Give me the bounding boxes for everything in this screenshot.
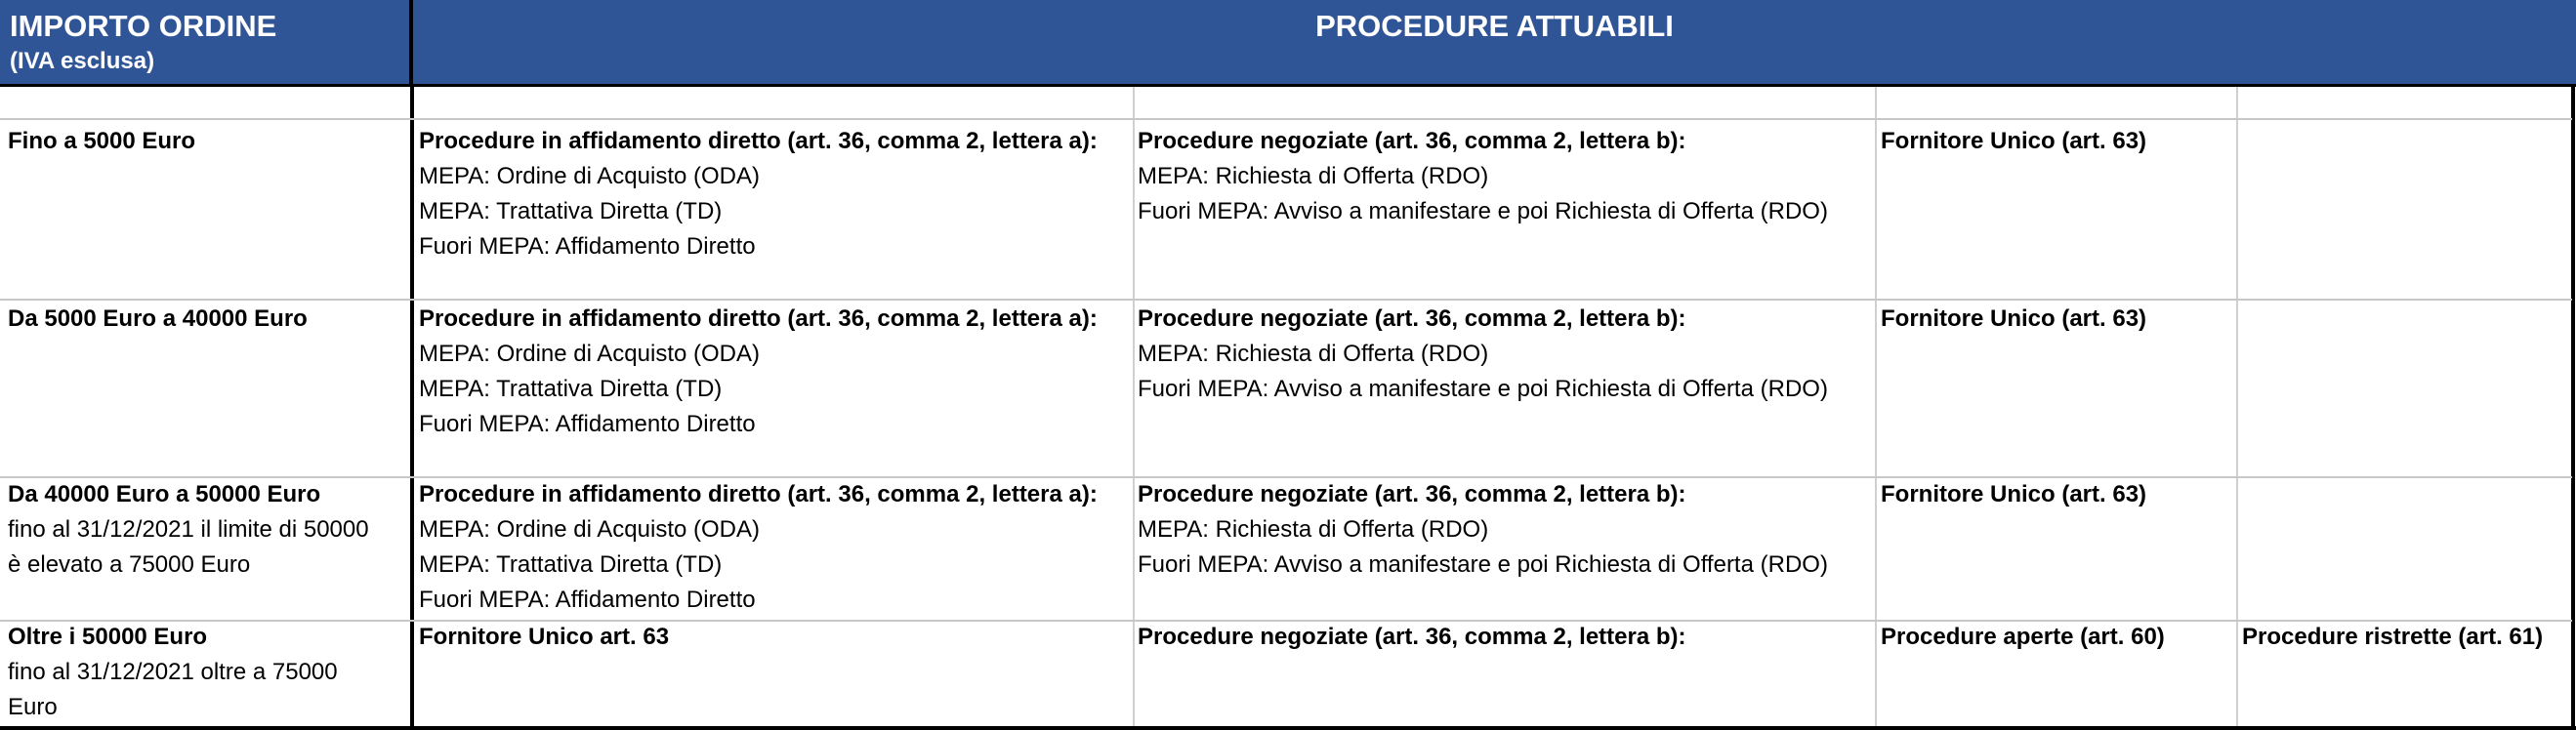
procedure-cell[interactable] bbox=[419, 124, 1132, 264]
procedure-item: Fuori MEPA: Avviso a manifestare e poi Richiesta di Offerta (RDO) bbox=[1138, 551, 1828, 578]
row-divider bbox=[0, 299, 2572, 301]
procedure-cell[interactable] bbox=[1881, 477, 2234, 512]
importo-cell[interactable] bbox=[8, 620, 408, 725]
procedure-cell[interactable] bbox=[419, 477, 1132, 618]
importo-note: fino al 31/12/2021 oltre a 75000 bbox=[8, 659, 338, 685]
procedure-cell[interactable] bbox=[1138, 124, 1873, 229]
importo-note: fino al 31/12/2021 il limite di 50000 bbox=[8, 516, 369, 543]
procedure-item: MEPA: Ordine di Acquisto (ODA) bbox=[419, 516, 761, 543]
procedure-title: Procedure in affidamento diretto (art. 36, comma 2, lettera a): bbox=[419, 481, 1098, 507]
procedure-title: Procedure aperte (art. 60) bbox=[1881, 624, 2165, 650]
column-divider bbox=[2236, 87, 2238, 726]
importo-cell[interactable] bbox=[8, 477, 408, 583]
column-divider bbox=[1875, 87, 1877, 726]
procedure-title: Procedure ristrette (art. 61) bbox=[2242, 624, 2544, 650]
procedure-cell[interactable] bbox=[1138, 302, 1873, 407]
procedure-item: Fuori MEPA: Affidamento Diretto bbox=[419, 411, 756, 437]
procedure-item: MEPA: Richiesta di Offerta (RDO) bbox=[1138, 163, 1489, 189]
procedure-cell[interactable] bbox=[1138, 477, 1873, 583]
importo-note: Euro bbox=[8, 694, 58, 720]
procedure-item: MEPA: Trattativa Diretta (TD) bbox=[419, 376, 723, 402]
header-procedure-attuabili[interactable] bbox=[413, 0, 2576, 84]
procedure-cell[interactable] bbox=[419, 302, 1132, 442]
procedure-cell[interactable] bbox=[1881, 124, 2234, 159]
procedure-cell[interactable] bbox=[1881, 302, 2234, 337]
procedure-title: Procedure in affidamento diretto (art. 36, comma 2, lettera a): bbox=[419, 305, 1098, 332]
table-bottom-border bbox=[0, 726, 2576, 730]
procedure-item: Fuori MEPA: Avviso a manifestare e poi Richiesta di Offerta (RDO) bbox=[1138, 198, 1828, 224]
importo-column-border bbox=[410, 84, 414, 730]
procedure-item: MEPA: Richiesta di Offerta (RDO) bbox=[1138, 516, 1489, 543]
procedure-title: Procedure in affidamento diretto (art. 36, comma 2, lettera a): bbox=[419, 128, 1098, 154]
procedure-title: Fornitore Unico art. 63 bbox=[419, 624, 670, 650]
header-bottom-border bbox=[0, 84, 2576, 87]
procedure-item: MEPA: Trattativa Diretta (TD) bbox=[419, 198, 723, 224]
importo-note: è elevato a 75000 Euro bbox=[8, 551, 251, 578]
importo-cell[interactable] bbox=[8, 302, 408, 337]
procedure-title: Fornitore Unico (art. 63) bbox=[1881, 481, 2147, 507]
table-right-border bbox=[2571, 84, 2575, 730]
procedure-title: Fornitore Unico (art. 63) bbox=[1881, 305, 2147, 332]
header-importo-ordine[interactable] bbox=[0, 0, 413, 84]
procedure-item: Fuori MEPA: Affidamento Diretto bbox=[419, 233, 756, 260]
importo-title: Fino a 5000 Euro bbox=[8, 128, 196, 154]
column-divider bbox=[1133, 87, 1135, 726]
header-procedure-title: PROCEDURE ATTUABILI bbox=[1315, 9, 1674, 43]
procedure-item: MEPA: Ordine di Acquisto (ODA) bbox=[419, 341, 761, 367]
procedure-cell[interactable] bbox=[1138, 620, 1873, 655]
importo-title: Oltre i 50000 Euro bbox=[8, 624, 208, 650]
procedure-title: Fornitore Unico (art. 63) bbox=[1881, 128, 2147, 154]
procedure-item: MEPA: Trattativa Diretta (TD) bbox=[419, 551, 723, 578]
importo-cell[interactable] bbox=[8, 124, 408, 159]
importo-title: Da 40000 Euro a 50000 Euro bbox=[8, 481, 321, 507]
procedure-cell[interactable] bbox=[419, 620, 1132, 655]
procedure-title: Procedure negoziate (art. 36, comma 2, lettera b): bbox=[1138, 624, 1686, 650]
procedure-title: Procedure negoziate (art. 36, comma 2, lettera b): bbox=[1138, 305, 1686, 332]
importo-title: Da 5000 Euro a 40000 Euro bbox=[8, 305, 308, 332]
procedure-item: MEPA: Richiesta di Offerta (RDO) bbox=[1138, 341, 1489, 367]
row-divider bbox=[0, 118, 2572, 120]
procedure-item: Fuori MEPA: Avviso a manifestare e poi Richiesta di Offerta (RDO) bbox=[1138, 376, 1828, 402]
procedure-cell[interactable] bbox=[2242, 620, 2570, 655]
procedure-cell[interactable] bbox=[1881, 620, 2234, 655]
procedure-item: Fuori MEPA: Affidamento Diretto bbox=[419, 587, 756, 613]
header-importo-subtitle: (IVA esclusa) bbox=[10, 48, 155, 74]
procedure-title: Procedure negoziate (art. 36, comma 2, lettera b): bbox=[1138, 128, 1686, 154]
procedure-item: MEPA: Ordine di Acquisto (ODA) bbox=[419, 163, 761, 189]
header-importo-title: IMPORTO ORDINE bbox=[10, 9, 277, 43]
procedure-title: Procedure negoziate (art. 36, comma 2, lettera b): bbox=[1138, 481, 1686, 507]
